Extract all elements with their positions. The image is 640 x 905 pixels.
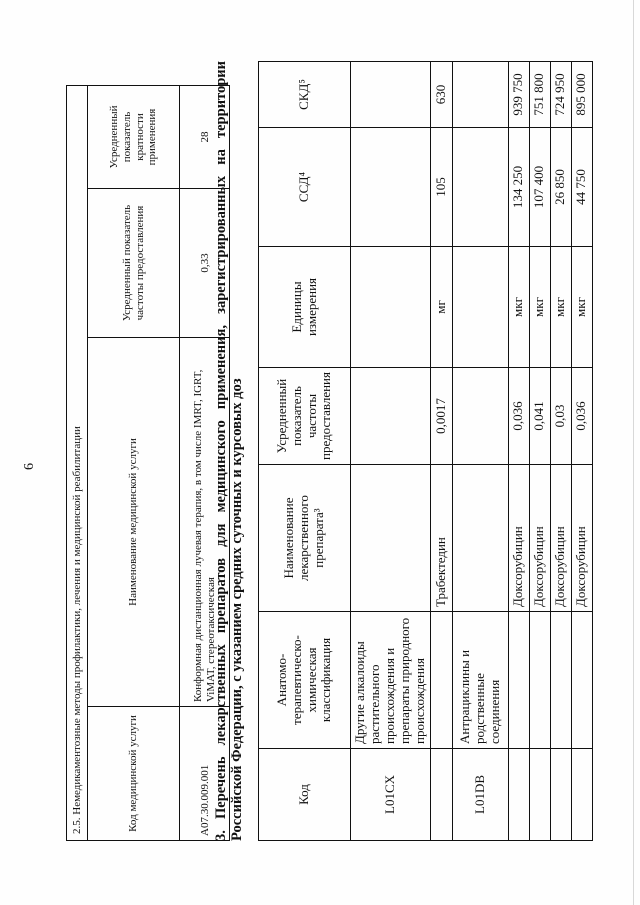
column-header: Код [259, 749, 351, 841]
table-cell [508, 749, 529, 841]
table-row [351, 62, 431, 841]
table-row [508, 62, 529, 841]
table-cell: 0,036 [571, 368, 592, 465]
table-row [430, 62, 452, 841]
drugs-table [258, 61, 593, 841]
table-cell [351, 465, 431, 612]
table-cell: 724 950 [550, 62, 571, 128]
table-cell: мкг [550, 247, 571, 368]
table-cell: 0,33 [180, 189, 230, 338]
table-row [550, 62, 571, 841]
table-cell [351, 368, 431, 465]
table-cell: 0,0017 [430, 368, 452, 465]
section-3-heading: 3. Перечень лекарственных препаратов для медицинского применения, зарегистрированных на территории Российской Федерации, с указанием средних суточных и курсовых доз [213, 61, 245, 841]
table-cell: 895 000 [571, 62, 592, 128]
table-cell: 630 [430, 62, 452, 128]
table-row [452, 62, 508, 841]
table-cell: 939 750 [508, 62, 529, 128]
table-cell [508, 612, 529, 749]
table-cell: 107 400 [529, 128, 550, 247]
table-row [259, 62, 351, 841]
column-header: Анатомо-терапевтическо-химическая классификация [259, 612, 351, 749]
table-cell [529, 749, 550, 841]
table-cell [430, 612, 452, 749]
table-cell: 44 750 [571, 128, 592, 247]
table-cell [452, 128, 508, 247]
table-cell: L01DB [452, 749, 508, 841]
table-cell [452, 465, 508, 612]
table-cell: мкг [508, 247, 529, 368]
table-cell: 28 [180, 86, 230, 189]
table-row [571, 62, 592, 841]
column-header: Код медицинской услуги [88, 707, 180, 841]
table-cell: мг [430, 247, 452, 368]
table-cell [351, 62, 431, 128]
table-cell: Доксорубицин [571, 465, 592, 612]
table-row [529, 62, 550, 841]
table-cell: Трабектедин [430, 465, 452, 612]
column-header: Усредненный показатель кратности применения [88, 86, 180, 189]
table-cell: 0,041 [529, 368, 550, 465]
table-cell [529, 612, 550, 749]
column-header: СКД⁵ [259, 62, 351, 128]
table-cell: Доксорубицин [529, 465, 550, 612]
table-cell: A07.30.009.001 [180, 707, 230, 841]
column-header: Усредненный показатель частоты предоставления [259, 368, 351, 465]
table-cell [351, 128, 431, 247]
table-row [67, 86, 88, 841]
column-header: Наименование лекарственного препарата³ [259, 465, 351, 612]
table-cell: Доксорубицин [508, 465, 529, 612]
table-cell: Антрациклины и родственные соединения [452, 612, 508, 749]
table-cell [452, 368, 508, 465]
table-cell [430, 749, 452, 841]
table-cell: L01CX [351, 749, 431, 841]
table-cell: 0,03 [550, 368, 571, 465]
table-cell: 0,036 [508, 368, 529, 465]
table-cell: мкг [529, 247, 550, 368]
table-cell [452, 62, 508, 128]
table-cell: 105 [430, 128, 452, 247]
table-cell [452, 247, 508, 368]
column-header: ССД⁴ [259, 128, 351, 247]
table-cell [550, 749, 571, 841]
table-cell [550, 612, 571, 749]
table-row [88, 86, 180, 841]
table-cell: Доксорубицин [550, 465, 571, 612]
column-header: Наименование медицинской услуги [88, 338, 180, 707]
table-cell [571, 612, 592, 749]
services-table [66, 85, 230, 841]
page-number: 6 [22, 463, 37, 470]
table-cell: 751 800 [529, 62, 550, 128]
section-heading: 2.5. Немедикаментозные методы профилактики, лечения и медицинской реабилитации [67, 86, 88, 841]
table-cell: Конформная дистанционная лучевая терапия, в том числе IMRT, IGRT, ViMAT, стереотаксическая [180, 338, 230, 707]
column-header: Усредненный показатель частоты предоставления [88, 189, 180, 338]
table-cell [351, 247, 431, 368]
table-cell [571, 749, 592, 841]
table-cell: 26 850 [550, 128, 571, 247]
table-cell: мкг [571, 247, 592, 368]
table-cell: 134 250 [508, 128, 529, 247]
column-header: Единицы измерения [259, 247, 351, 368]
table-cell: Другие алкалоиды растительного происхождения и препараты природного происхождения [351, 612, 431, 749]
